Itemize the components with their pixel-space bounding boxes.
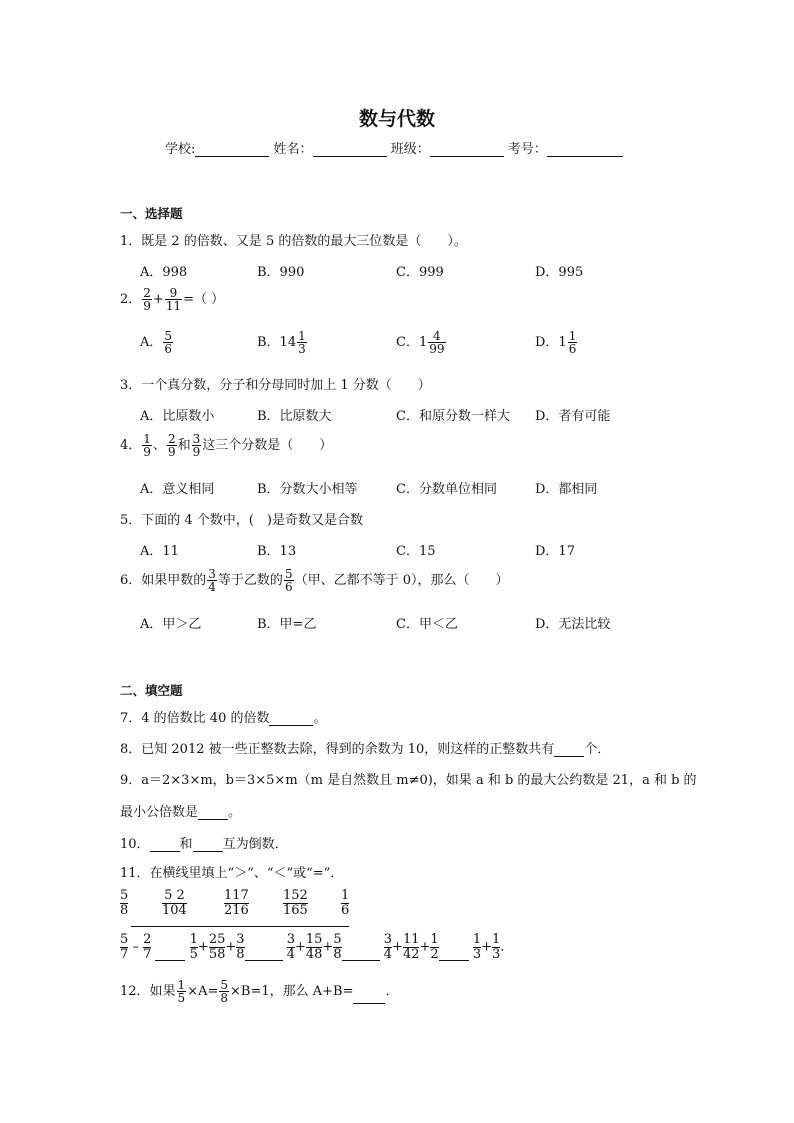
q11-fraction: 5 2 104: [162, 888, 187, 918]
name-blank[interactable]: [313, 142, 387, 157]
q2-fraction-1: $\frac{2}{9}$: [143, 286, 151, 313]
question-3: 3．一个真分数，分子和分母同时加上 1 分数（ ）: [120, 378, 431, 393]
question-9-line-2: 最小公倍数是 。: [120, 805, 242, 820]
question-5: 5．下面的 4 个数中，( )是奇数又是合数: [120, 513, 363, 528]
q8-blank[interactable]: [554, 744, 584, 757]
question-12: 12．如果 $\frac{1}{5}$ ×A= $\frac{5}{8}$ ×B=1，那么 A+B= ．: [120, 978, 399, 1005]
class-blank[interactable]: [430, 142, 504, 157]
q4-option-d[interactable]: D．都相同: [535, 482, 598, 497]
q1-option-a[interactable]: A．998: [140, 265, 188, 280]
q2-option-b[interactable]: B．14 $\frac{1}{3}$: [257, 329, 306, 356]
q11-expression-row: $\frac{5}{7}$ – $\frac{2}{7}$ $\frac{1}{5}$ + $\frac{25}{58}$ + $\frac{3}{8}$ $\frac{3}{4}$ + $\frac{15}{48}$ + $\frac{5}{8}$ $\frac{3}{4}$ + $\frac{11}{42}$ + $\frac{1}{2}$ $\frac{1}{3}$ + $\frac{1}{3}$ ．: [120, 932, 514, 962]
q1-option-d[interactable]: D．995: [535, 265, 584, 280]
q5-option-c[interactable]: C．15: [396, 544, 436, 559]
q11-answer-line[interactable]: [131, 926, 349, 927]
q2-option-d[interactable]: D．1 $\frac{1}{6}$: [535, 329, 577, 356]
q11-fraction: 117 216: [224, 888, 249, 918]
question-8: 8．已知 2012 被一些正整数去除，得到的余数为 10，则这样的正整数共有 个．: [120, 742, 611, 757]
q5-option-b[interactable]: B．13: [257, 544, 297, 559]
q6-option-a[interactable]: A．甲＞乙: [140, 617, 202, 632]
question-2: [120, 287, 224, 312]
question-9-line-1: 9．a＝2×3×m，b＝3×5×m（m 是自然数且 m≠0)，如果 a 和 b 的最大公约数是 21，a 和 b 的: [120, 773, 697, 788]
question-4: 4． $\frac{1}{9}$ 、 $\frac{2}{9}$ 和 $\frac{3}{9}$ 这三个分数是（ ）: [120, 432, 333, 459]
q5-option-a[interactable]: A．11: [140, 544, 179, 559]
name-label: 姓名：: [273, 142, 313, 157]
q2-option-a[interactable]: A． $\frac{5}{6}$: [140, 329, 173, 356]
student-info-line: [165, 138, 623, 157]
page-title: 数与代数: [358, 108, 435, 130]
q1-option-c[interactable]: C．999: [396, 265, 444, 280]
q11-fraction: 5 8: [120, 888, 129, 918]
section-fill-heading: 二、填空题: [120, 683, 183, 698]
class-label: 班级：: [390, 142, 430, 157]
q2-number: 2．: [120, 292, 142, 307]
q11-fraction: 1 6: [341, 888, 350, 918]
school-label: 学校:: [165, 142, 196, 157]
q4-option-b[interactable]: B．分数大小相等: [257, 482, 358, 497]
q4-option-c[interactable]: C．分数单位相同: [396, 482, 497, 497]
q6-option-d[interactable]: D．无法比较: [535, 617, 611, 632]
q10-blank-1[interactable]: [150, 839, 180, 852]
q3-option-b[interactable]: B．比原数大: [257, 409, 332, 424]
q11-blank-3[interactable]: [342, 948, 380, 961]
question-7: 7．4 的倍数比 40 的倍数 。: [120, 711, 327, 726]
q3-option-a[interactable]: A．比原数小: [140, 409, 215, 424]
q2-fraction-2: $\frac{9}{11}$: [165, 286, 182, 313]
question-11: 11．在横线里填上“＞”、“＜”或“=”．: [120, 866, 344, 881]
q10-blank-2[interactable]: [193, 839, 223, 852]
q4-option-a[interactable]: A．意义相同: [140, 482, 215, 497]
q3-option-c[interactable]: C．和原分数一样大: [396, 409, 510, 424]
q2-suffix: =（ ）: [183, 292, 225, 307]
q11-fraction: 152 165: [283, 888, 308, 918]
section-choice-heading: 一、选择题: [120, 206, 183, 221]
school-blank[interactable]: [195, 142, 269, 157]
q7-blank[interactable]: [269, 713, 313, 726]
q12-blank[interactable]: [353, 991, 385, 1004]
q2-option-c[interactable]: C．1 $\frac{4}{99}$: [396, 329, 445, 356]
question-1: 1．既是 2 的倍数、又是 5 的倍数的最大三位数是（ ）。: [120, 234, 467, 249]
plus-sign: +: [152, 292, 164, 307]
question-10: 10． 和 互为倒数．: [120, 837, 288, 852]
q6-option-b[interactable]: B．甲=乙: [257, 617, 317, 632]
number-label: 考号：: [507, 142, 547, 157]
q11-blank-1[interactable]: [155, 948, 185, 961]
q6-option-c[interactable]: C．甲＜乙: [396, 617, 458, 632]
q11-blank-2[interactable]: [245, 948, 283, 961]
number-blank[interactable]: [547, 142, 623, 157]
question-6: 6．如果甲数的 $\frac{3}{4}$ 等于乙数的 $\frac{5}{6}$ （甲、乙都不等于 0），那么（ ）: [120, 567, 509, 594]
q3-option-d[interactable]: D．者有可能: [535, 409, 611, 424]
q9-blank[interactable]: [198, 807, 228, 820]
q5-option-d[interactable]: D．17: [535, 544, 575, 559]
q11-blank-4[interactable]: [439, 948, 469, 961]
q1-option-b[interactable]: B．990: [257, 265, 305, 280]
